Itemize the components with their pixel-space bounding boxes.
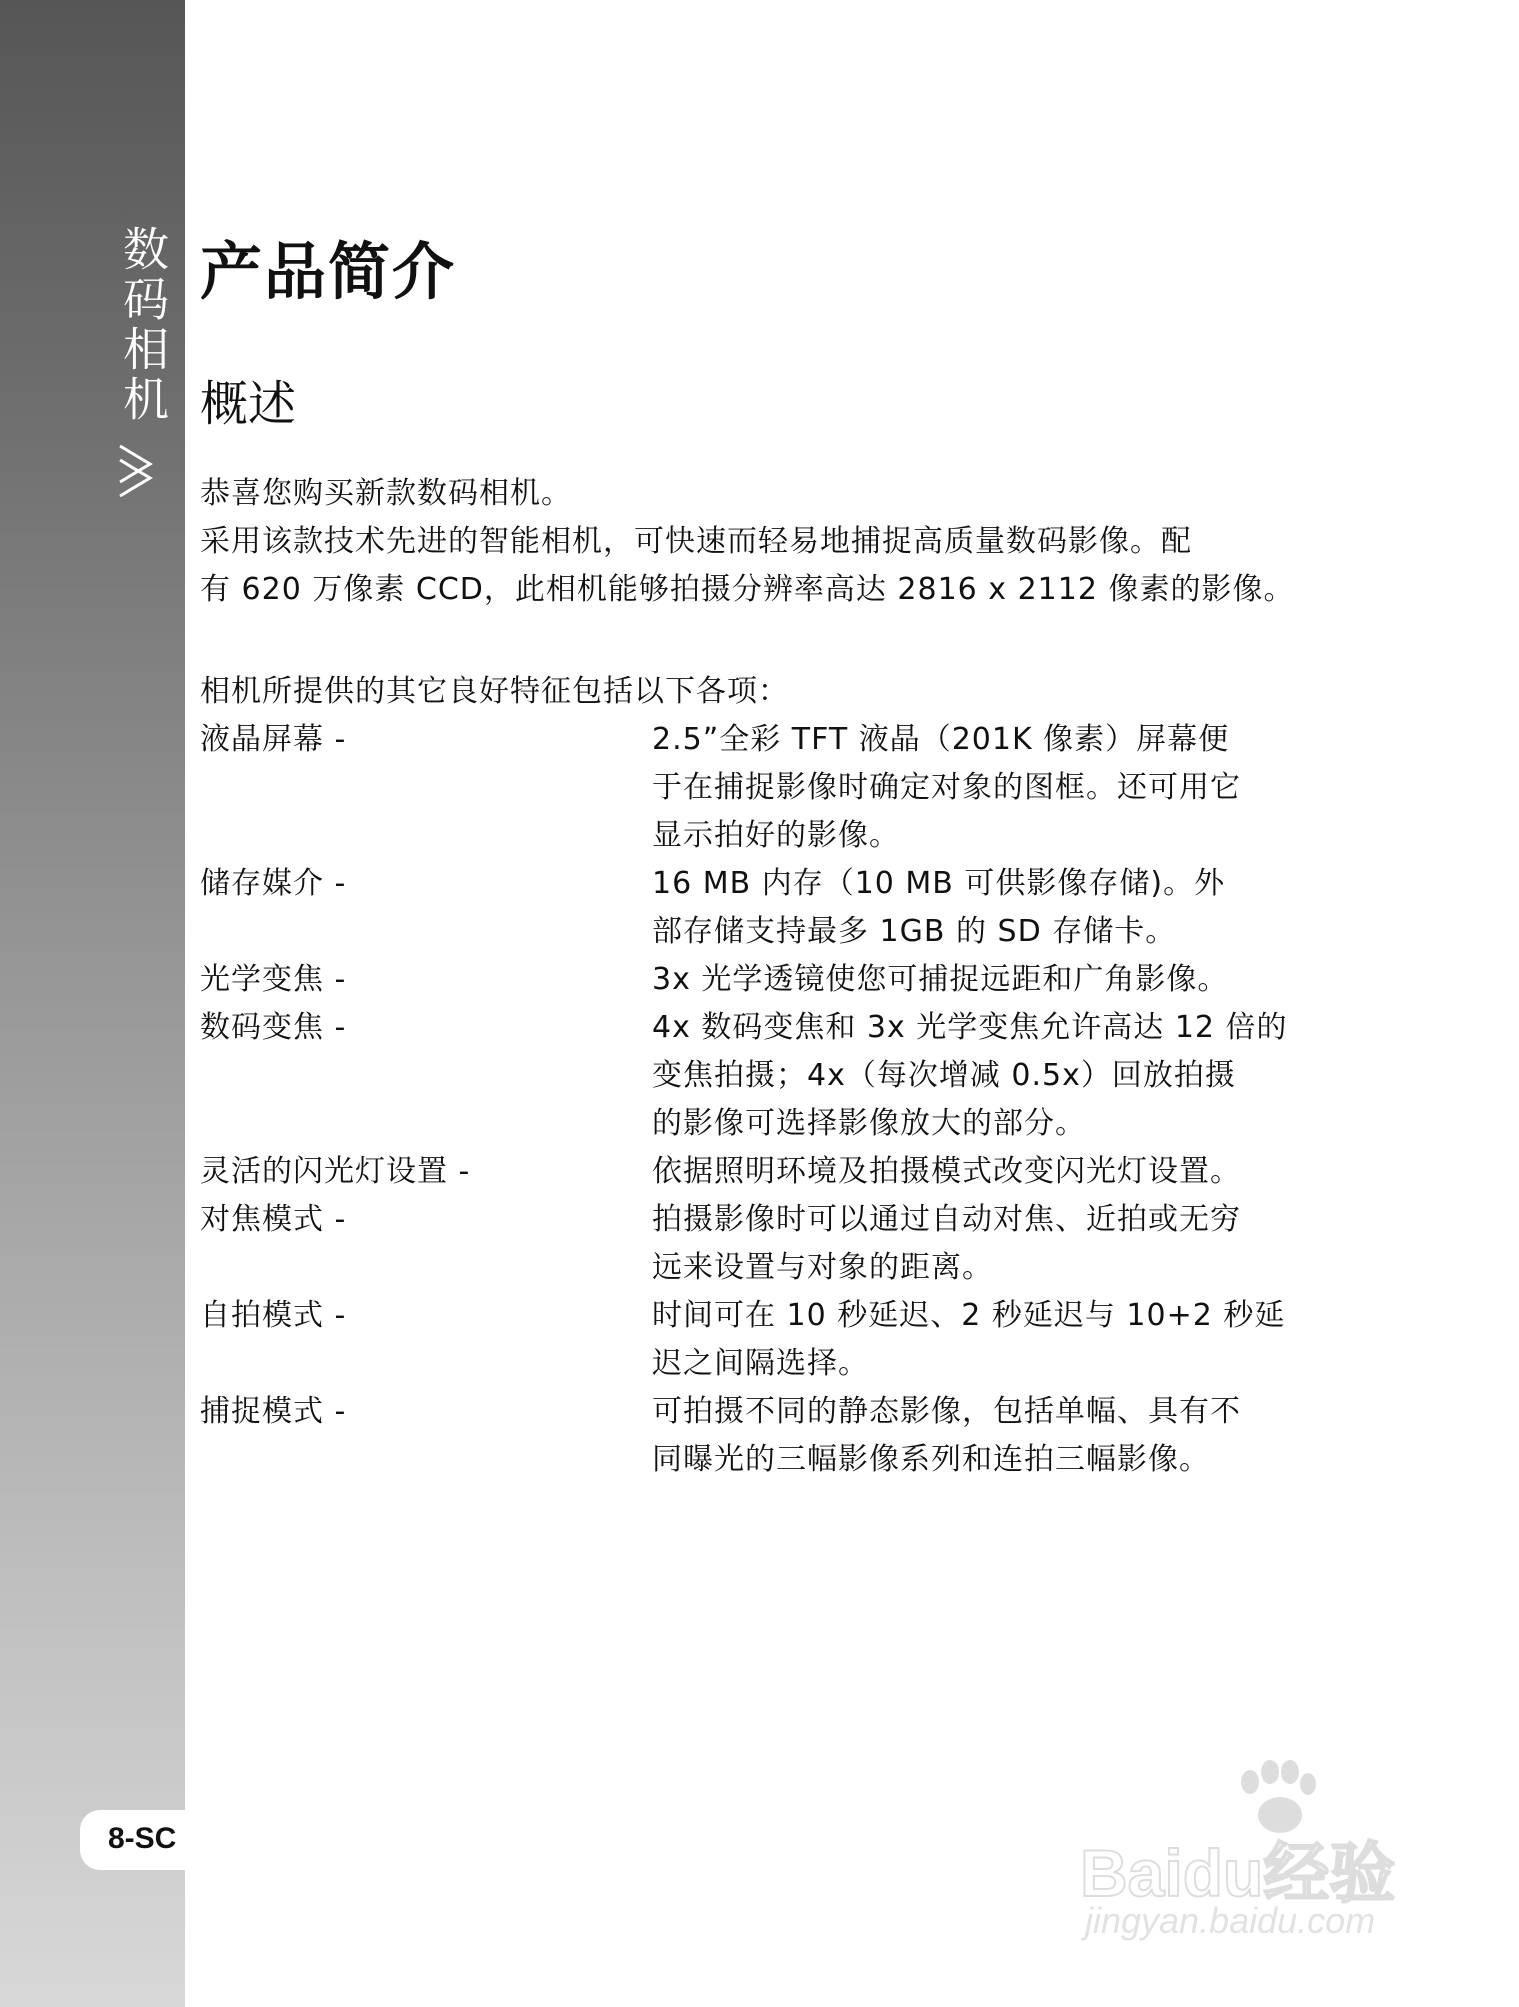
double-chevron-icon <box>112 440 162 500</box>
feature-line: 3x 光学透镜使您可捕捉远距和广角影像。 <box>652 962 1229 997</box>
intro-line: 有 620 万像素 CCD，此相机能够拍摄分辨率高达 2816 x 2112 像素的影像。 <box>200 572 1295 607</box>
feature-label: 数码变焦 - <box>200 1010 347 1045</box>
feature-description <box>652 1148 1322 1196</box>
feature-line: 4x 数码变焦和 3x 光学变焦允许高达 12 倍的 <box>652 1010 1288 1045</box>
page-number: 8-SC <box>108 1822 177 1855</box>
feature-line: 变焦拍摄；4x（每次增减 0.5x）回放拍摄 <box>652 1058 1236 1093</box>
feature-label: 储存媒介 - <box>200 866 347 901</box>
feature-line: 迟之间隔选择。 <box>652 1346 869 1381</box>
feature-line: 部存储支持最多 1GB 的 SD 存储卡。 <box>652 914 1177 949</box>
feature-description <box>652 716 1322 860</box>
features-intro: 相机所提供的其它良好特征包括以下各项： <box>200 674 789 709</box>
intro-line: 恭喜您购买新款数码相机。 <box>200 476 572 511</box>
feature-line: 同曝光的三幅影像系列和连拍三幅影像。 <box>652 1442 1210 1477</box>
sidebar <box>0 0 185 2007</box>
feature-description <box>652 1388 1322 1484</box>
feature-line: 显示拍好的影像。 <box>652 818 900 853</box>
feature-label: 自拍模式 - <box>200 1298 347 1333</box>
watermark <box>1060 1760 1480 1960</box>
feature-line: 依据照明环境及拍摄模式改变闪光灯设置。 <box>652 1154 1241 1189</box>
watermark-url: jingyan.baidu.com <box>1085 1900 1376 1941</box>
feature-label: 光学变焦 - <box>200 962 347 997</box>
feature-line: 16 MB 内存（10 MB 可供影像存储)。外 <box>652 866 1226 901</box>
watermark-logo: Baidu经验 <box>1080 1836 1396 1910</box>
intro-line: 采用该款技术先进的智能相机，可快速而轻易地捕捉高质量数码影像。配 <box>200 524 1192 559</box>
feature-line: 2.5”全彩 TFT 液晶（201K 像素）屏幕便 <box>652 722 1230 757</box>
feature-label: 捕捉模式 - <box>200 1394 347 1429</box>
feature-label: 液晶屏幕 - <box>200 722 347 757</box>
feature-label: 对焦模式 - <box>200 1202 347 1237</box>
feature-description <box>652 1196 1322 1292</box>
feature-line: 远来设置与对象的距离。 <box>652 1250 993 1285</box>
page-title: 产品简介 <box>200 235 457 308</box>
feature-line: 的影像可选择影像放大的部分。 <box>652 1106 1086 1141</box>
feature-line: 可拍摄不同的静态影像，包括单幅、具有不 <box>652 1394 1241 1429</box>
feature-label: 灵活的闪光灯设置 - <box>200 1154 471 1189</box>
feature-line: 拍摄影像时可以通过自动对焦、近拍或无穷 <box>652 1202 1241 1237</box>
sidebar-title: 数码相机 <box>116 225 170 425</box>
feature-description <box>652 1004 1322 1148</box>
feature-line: 时间可在 10 秒延迟、2 秒延迟与 10+2 秒延 <box>652 1298 1286 1333</box>
feature-description <box>652 1292 1322 1388</box>
feature-description <box>652 956 1322 1004</box>
feature-description <box>652 860 1322 956</box>
feature-line: 于在捕捉影像时确定对象的图框。还可用它 <box>652 770 1241 805</box>
section-title: 概述 <box>200 376 297 432</box>
